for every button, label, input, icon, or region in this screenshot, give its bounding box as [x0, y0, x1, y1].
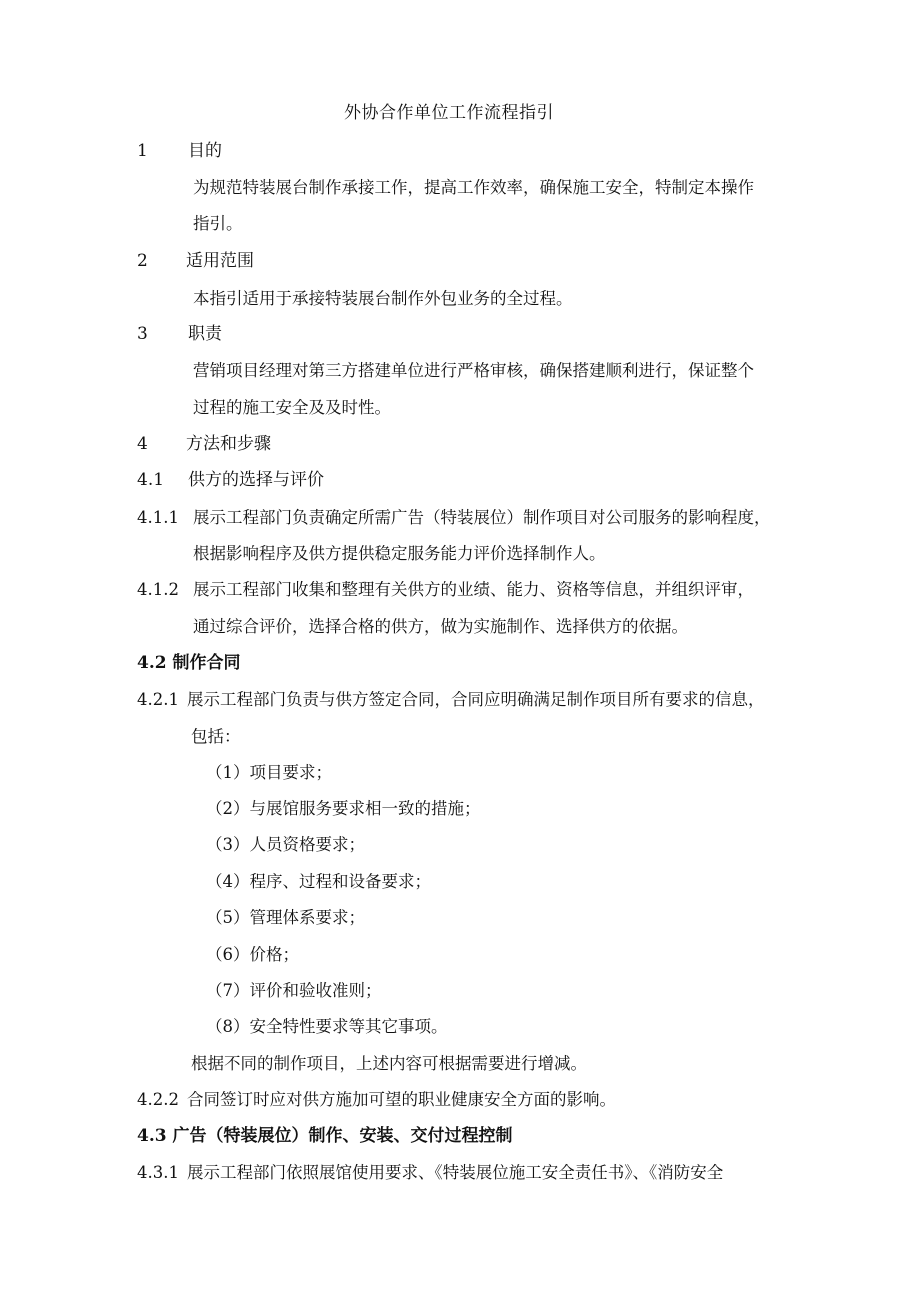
- list-item: （2）与展馆服务要求相一致的措施；: [206, 799, 481, 818]
- section-4-2-2-number: 4.2.2: [137, 1090, 179, 1109]
- section-4-2-1-body-line-2: 包括：: [191, 727, 241, 746]
- document-title: 外协合作单位工作流程指引: [344, 103, 554, 123]
- list-item: （4）程序、过程和设备要求；: [206, 872, 431, 891]
- section-1-body-line-1: 为规范特装展台制作承接工作，提高工作效率，确保施工安全，特制定本操作: [193, 178, 754, 197]
- list-item: （1）项目要求；: [206, 763, 332, 782]
- section-4-3-heading: 4.3 广告（特装展位）制作、安装、交付过程控制: [137, 1126, 513, 1146]
- section-3-heading: 职责: [188, 324, 222, 344]
- section-4-3-1-body-line-1: 展示工程部门依照展馆使用要求、《特装展位施工安全责任书》、《消防安全: [187, 1163, 724, 1182]
- section-4-1-heading: 供方的选择与评价: [188, 470, 324, 490]
- section-4-2-2-body-line-1: 合同签订时应对供方施加可望的职业健康安全方面的影响。: [187, 1090, 616, 1109]
- section-1-heading: 目的: [188, 141, 222, 161]
- list-note: 根据不同的制作项目，上述内容可根据需要进行增减。: [191, 1054, 587, 1073]
- section-3-body-line-1: 营销项目经理对第三方搭建单位进行严格审核，确保搭建顺利进行，保证整个: [193, 361, 754, 380]
- section-4-3-1-number: 4.3.1: [137, 1163, 179, 1182]
- list-item: （8）安全特性要求等其它事项。: [206, 1017, 448, 1036]
- section-4-heading: 方法和步骤: [186, 434, 271, 454]
- section-4-1-1-body-line-1: 展示工程部门负责确定所需广告（特装展位）制作项目对公司服务的影响程度，: [193, 508, 771, 527]
- section-4-2-heading: 4.2 制作合同: [137, 653, 241, 673]
- section-1-number: 1: [137, 141, 148, 161]
- section-2-heading: 适用范围: [186, 251, 254, 271]
- section-4-1-number: 4.1: [137, 470, 165, 490]
- section-4-1-2-body-line-2: 通过综合评价，选择合格的供方，做为实施制作、选择供方的依据。: [193, 617, 688, 636]
- section-4-2-1-body-line-1: 展示工程部门负责与供方签定合同，合同应明确满足制作项目所有要求的信息，: [187, 690, 765, 709]
- section-2-body-line-1: 本指引适用于承接特装展台制作外包业务的全过程。: [193, 289, 573, 308]
- section-4-1-1-body-line-2: 根据影响程序及供方提供稳定服务能力评价选择制作人。: [193, 544, 606, 563]
- section-4-1-2-body-line-1: 展示工程部门收集和整理有关供方的业绩、能力、资格等信息，并组织评审，: [193, 580, 754, 599]
- list-item: （7）评价和验收准则；: [206, 981, 382, 1000]
- section-4-1-2-number: 4.1.2: [137, 580, 179, 599]
- list-item: （3）人员资格要求；: [206, 835, 365, 854]
- section-1-body-line-2: 指引。: [193, 214, 243, 233]
- section-3-body-line-2: 过程的施工安全及及时性。: [193, 398, 391, 417]
- list-item: （6）价格；: [206, 945, 299, 964]
- section-2-number: 2: [137, 251, 148, 271]
- section-4-2-1-number: 4.2.1: [137, 690, 179, 709]
- section-3-number: 3: [137, 324, 148, 344]
- section-4-1-1-number: 4.1.1: [137, 508, 179, 527]
- section-4-number: 4: [137, 434, 148, 454]
- list-item: （5）管理体系要求；: [206, 908, 365, 927]
